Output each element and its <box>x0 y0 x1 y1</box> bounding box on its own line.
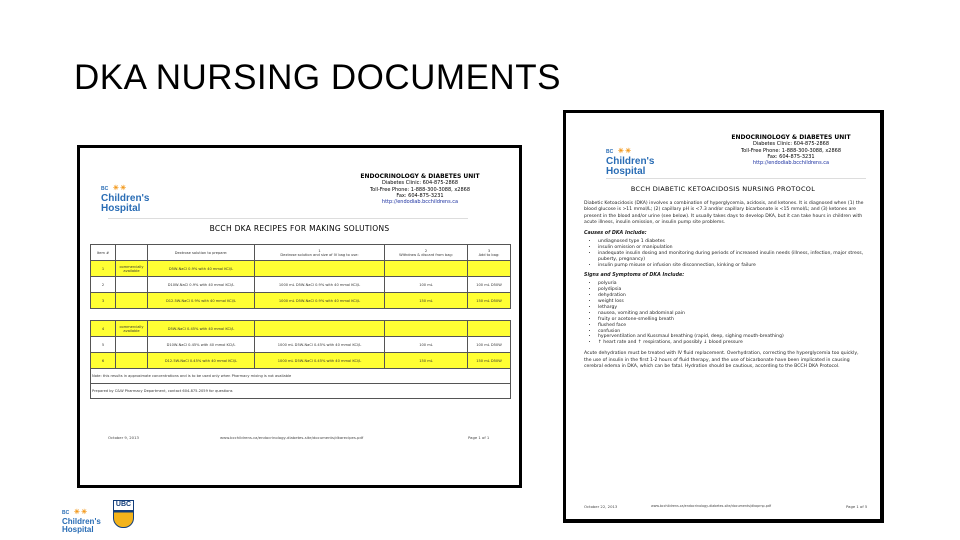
cell-avail <box>116 277 148 293</box>
footer-date: October 9, 2013 <box>108 435 139 440</box>
table-row <box>91 261 511 277</box>
cell-bag <box>255 321 385 337</box>
cell-avail: commercially available <box>116 321 148 337</box>
table-row <box>91 337 511 353</box>
table-row <box>91 321 511 337</box>
signs-list <box>598 281 864 346</box>
slide-title: DKA NURSING DOCUMENTS <box>74 58 561 97</box>
document-title: BCCH DIABETIC KETOACIDOSIS NURSING PROTOCOL <box>630 185 816 193</box>
footer-page: Page 1 of 5 <box>846 504 868 509</box>
cell-withdraw: 150 mL <box>385 353 468 369</box>
cell-avail <box>116 293 148 309</box>
cell-add: 150 mL D50W <box>468 293 511 309</box>
cell-withdraw <box>385 261 468 277</box>
cell-withdraw: 100 mL <box>385 277 468 293</box>
cell-solution: D10W-NaCl 0.9% with 40 mmol KCl/L <box>148 277 255 293</box>
recipes-table: Item # Dextrose solution to prepare: 1 Dextrose solution and size of IV bag to use: 2 Withdraw & discard from bag: 3 Add to bag: 1 commercially available D5W-NaCl 0.9% with 40 mmol KCl/L 2 D10W-NaCl 0.9% with 40 mmol KCl/L 1000 mL D5W-NaCl 0.9% with 40 mmol KCl/L 100 mL 100 mL D50W 3 D12.5W-NaCl 0.9% with 40 mmol KCl/L 1000 mL D5W-NaCl 0.9% with 40 mmol KCl/L 150 mL 150 mL D50W 4 commercially available D5W-NaCl 0.45% with 40 mmol KCl/L 5 D10W-NaCl 0.45% with 40 mmol KCl/L 1000 mL D5W-NaCl 0.45% with 40 mmol KCl/L 100 mL 100 mL D50W 6 D12.5W-NaCl 0.45% with 40 mmol KCl/L 1000 mL D5W-NaCl 0.45% with 40 mmol KCl/L 150 mL 150 mL D50W Note: this results in approximate concentrations and is to be used only when Pharmacy mixing is not available Prepared by C&W Pharmacy Department, contact 604-875-2059 for questions <box>90 244 511 399</box>
cell-solution: D5W-NaCl 0.45% with 40 mmol KCl/L <box>148 321 255 337</box>
table-row <box>91 277 511 293</box>
cell-bag <box>255 261 385 277</box>
cell-solution: D10W-NaCl 0.45% with 40 mmol KCl/L <box>148 337 255 353</box>
bc-childrens-hospital-footer-logo: BC ☀☀ Children's Hospital <box>62 509 101 534</box>
dka-recipes-document <box>77 145 522 488</box>
list-item: • lethargy <box>598 305 864 311</box>
closing-paragraph: Acute dehydration must be treated with IV fluid replacement. Overhydration, correcting the hyperglycemia too quickly, the use of insulin in the first 1-2 hours of fluid therapy, and the use of bicarbonate have been implicated in causing cerebral edema in DKA, which can be fatal. Hydration should be cautious, according to the BCCH DKA Protocol. <box>584 351 859 369</box>
recipes-note: Note: this results in approximate concentrations and is to be used only when Pharmacy mixing is not available <box>91 369 511 384</box>
cell-item: 3 <box>91 293 116 309</box>
cell-item: 1 <box>91 261 116 277</box>
cell-avail <box>116 353 148 369</box>
list-item: • polyuria <box>598 281 864 287</box>
list-item: • polydipsia <box>598 287 864 293</box>
list-item: • flushed face <box>598 323 864 329</box>
list-item: • nausea, vomiting and abdominal pain <box>598 311 864 317</box>
list-item: • dehydration <box>598 293 864 299</box>
list-item: • insulin omission or manipulation <box>598 245 864 251</box>
footer-date: October 22, 2013 <box>584 504 618 509</box>
intro-paragraph: Diabetic Ketoacidosis (DKA) involves a combination of hyperglycemia, acidosis, and ketones. It is diagnosed when (1) the blood glucose is >11 mmol/L; (2) capillary pH is <7.3 and/or capillary bicarbonate is <15 mmol/L; and (3) ketones are present in the blood and/or urine (see below). It usually takes days to develop DKA, but it can take hours in children with acute illness, insulin omission, or insulin pump site problems. <box>584 201 864 225</box>
unit-link[interactable]: http://endodiab.bcchildrens.ca <box>752 160 830 167</box>
cell-item: 2 <box>91 277 116 293</box>
cell-item: 4 <box>91 321 116 337</box>
table-row <box>91 353 511 369</box>
sun-icon: ☀☀ <box>112 185 128 192</box>
table-row <box>91 293 511 309</box>
cell-bag: 1000 mL D5W-NaCl 0.45% with 40 mmol KCl/L <box>255 337 385 353</box>
bc-childrens-hospital-logo: BC ☀☀ Children's Hospital <box>101 185 150 214</box>
list-item: • inadequate insulin dosing and monitoring during periods of increased insulin needs (illness, infection, major stress, puberty, pregnancy) <box>598 251 864 263</box>
cell-withdraw <box>385 321 468 337</box>
cell-solution: D12.5W-NaCl 0.9% with 40 mmol KCl/L <box>148 293 255 309</box>
cell-add <box>468 261 511 277</box>
dka-nursing-protocol-document <box>563 110 884 523</box>
ubc-crest-logo: UBC <box>113 500 134 528</box>
causes-list <box>598 239 864 269</box>
unit-link[interactable]: http://endodiab.bcchildrens.ca <box>381 199 459 206</box>
recipes-prepared: Prepared by C&W Pharmacy Department, contact 604-875-2059 for questions <box>91 384 511 399</box>
cell-withdraw: 150 mL <box>385 293 468 309</box>
causes-heading: Causes of DKA Include: <box>584 231 647 237</box>
list-item: • confusion <box>598 329 864 335</box>
cell-add: 100 mL D50W <box>468 277 511 293</box>
list-item: • undiagnosed type 1 diabetes <box>598 239 864 245</box>
list-item: • ↑ heart rate and ↑ respirations, and possibly ↓ blood pressure <box>598 340 864 346</box>
cell-item: 6 <box>91 353 116 369</box>
cell-solution: D12.5W-NaCl 0.45% with 40 mmol KCl/L <box>148 353 255 369</box>
list-item: • insulin pump misuse or infusion site disconnection, kinking or failure <box>598 263 864 269</box>
cell-bag: 1000 mL D5W-NaCl 0.9% with 40 mmol KCl/L <box>255 277 385 293</box>
footer-url: www.bcchildrens.ca/endocrinology-diabetes-site/documents/dkaprnp.pdf <box>651 504 772 508</box>
document-title: BCCH DKA RECIPES FOR MAKING SOLUTIONS <box>209 224 390 233</box>
cell-add <box>468 321 511 337</box>
cell-withdraw: 100 mL <box>385 337 468 353</box>
list-item: • fruity or acetone-smelling breath <box>598 317 864 323</box>
footer-page: Page 1 of 1 <box>468 435 490 440</box>
cell-item: 5 <box>91 337 116 353</box>
cell-avail <box>116 337 148 353</box>
unit-contact-block: ENDOCRINOLOGY & DIABETES UNIT Diabetes Clinic: 604-875-2868 Toll-Free Phone: 1-888-300-3088, x2868 Fax: 604-875-3231 http://endodiab.bcchildrens.ca <box>716 135 866 166</box>
sun-icon: ☀☀ <box>617 148 633 155</box>
cell-bag: 1000 mL D5W-NaCl 0.45% with 40 mmol KCl/L <box>255 353 385 369</box>
signs-heading: Signs and Symptoms of DKA Include: <box>584 273 685 279</box>
cell-avail: commercially available <box>116 261 148 277</box>
list-item: • hyperventilation and Kussmaul breathing (rapid, deep, sighing mouth-breathing) <box>598 334 864 340</box>
cell-bag: 1000 mL D5W-NaCl 0.9% with 40 mmol KCl/L <box>255 293 385 309</box>
footer-url: www.bcchildrens.ca/endocrinology-diabetes-site/documents/dkarecipes.pdf <box>220 435 364 440</box>
cell-add: 150 mL D50W <box>468 353 511 369</box>
protocol-body <box>584 201 864 375</box>
bc-childrens-hospital-logo: BC ☀☀ Children's Hospital <box>606 148 655 177</box>
cell-add: 100 mL D50W <box>468 337 511 353</box>
cell-solution: D5W-NaCl 0.9% with 40 mmol KCl/L <box>148 261 255 277</box>
sun-icon: ☀☀ <box>73 509 89 516</box>
unit-contact-block: ENDOCRINOLOGY & DIABETES UNIT Diabetes Clinic: 604-875-2868 Toll-Free Phone: 1-888-300-3088, x2868 Fax: 604-875-3231 http://endodiab.bcchildrens.ca <box>335 174 505 205</box>
list-item: • weight loss <box>598 299 864 305</box>
